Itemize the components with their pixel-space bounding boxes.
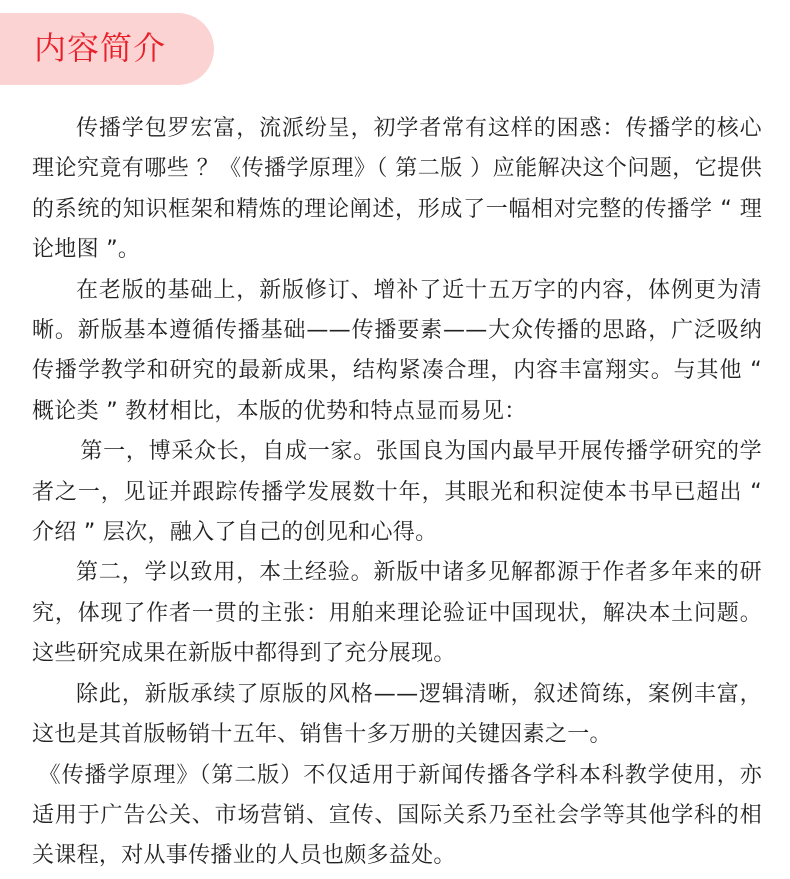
- section-title: 内容简介: [34, 29, 167, 67]
- book-description: [32, 109, 762, 877]
- section-header-tab: [0, 13, 214, 85]
- description-paragraph-4: 第二，学以致用，本土经验。新版中诸多见解都源于作者多年来的研究，体现了作者一贯的主张：用舶来理论验证中国现状，解决本土问题。这些研究成果在新版中都得到了充分展现。: [32, 560, 762, 667]
- description-paragraph-1: 传播学包罗宏富，流派纷呈，初学者常有这样的困惑：传播学的核心理论究竟有哪些 ？《传播学原理》（ 第二版 ）应能解决这个问题，它提供的系统的知识框架和精炼的理论阐述，形成了一幅相对完整的传播学 “ 理论地图 ”。: [32, 116, 762, 263]
- description-paragraph-2: 在老版的基础上，新版修订、增补了近十五万字的内容，体例更为清晰。新版基本遵循传播基础——传播要素——大众传播的思路，广泛吸纳传播学教学和研究的最新成果，结构紧凑合理，内容丰富翔实。与其他 “ 概论类 ” 教材相比，本版的优势和特点显而易见：: [32, 277, 762, 424]
- description-paragraph-6: 《传播学原理》（第二版）不仅适用于新闻传播各学科本科教学使用，亦适用于广告公关、市场营销、宣传、国际关系乃至社会学等其他学科的相关课程，对从事传播业的人员也颇多益处。: [32, 762, 762, 869]
- description-paragraph-5: 除此，新版承续了原版的风格——逻辑清晰，叙述简练，案例丰富，这也是其首版畅销十五年、销售十多万册的关键因素之一。: [32, 681, 762, 748]
- description-paragraph-3: 第一，博采众长，自成一家。张国良为国内最早开展传播学研究的学者之一，见证并跟踪传播学发展数十年，其眼光和积淀使本书早已超出 “ 介绍 ” 层次，融入了自己的创见和心得。: [32, 439, 762, 546]
